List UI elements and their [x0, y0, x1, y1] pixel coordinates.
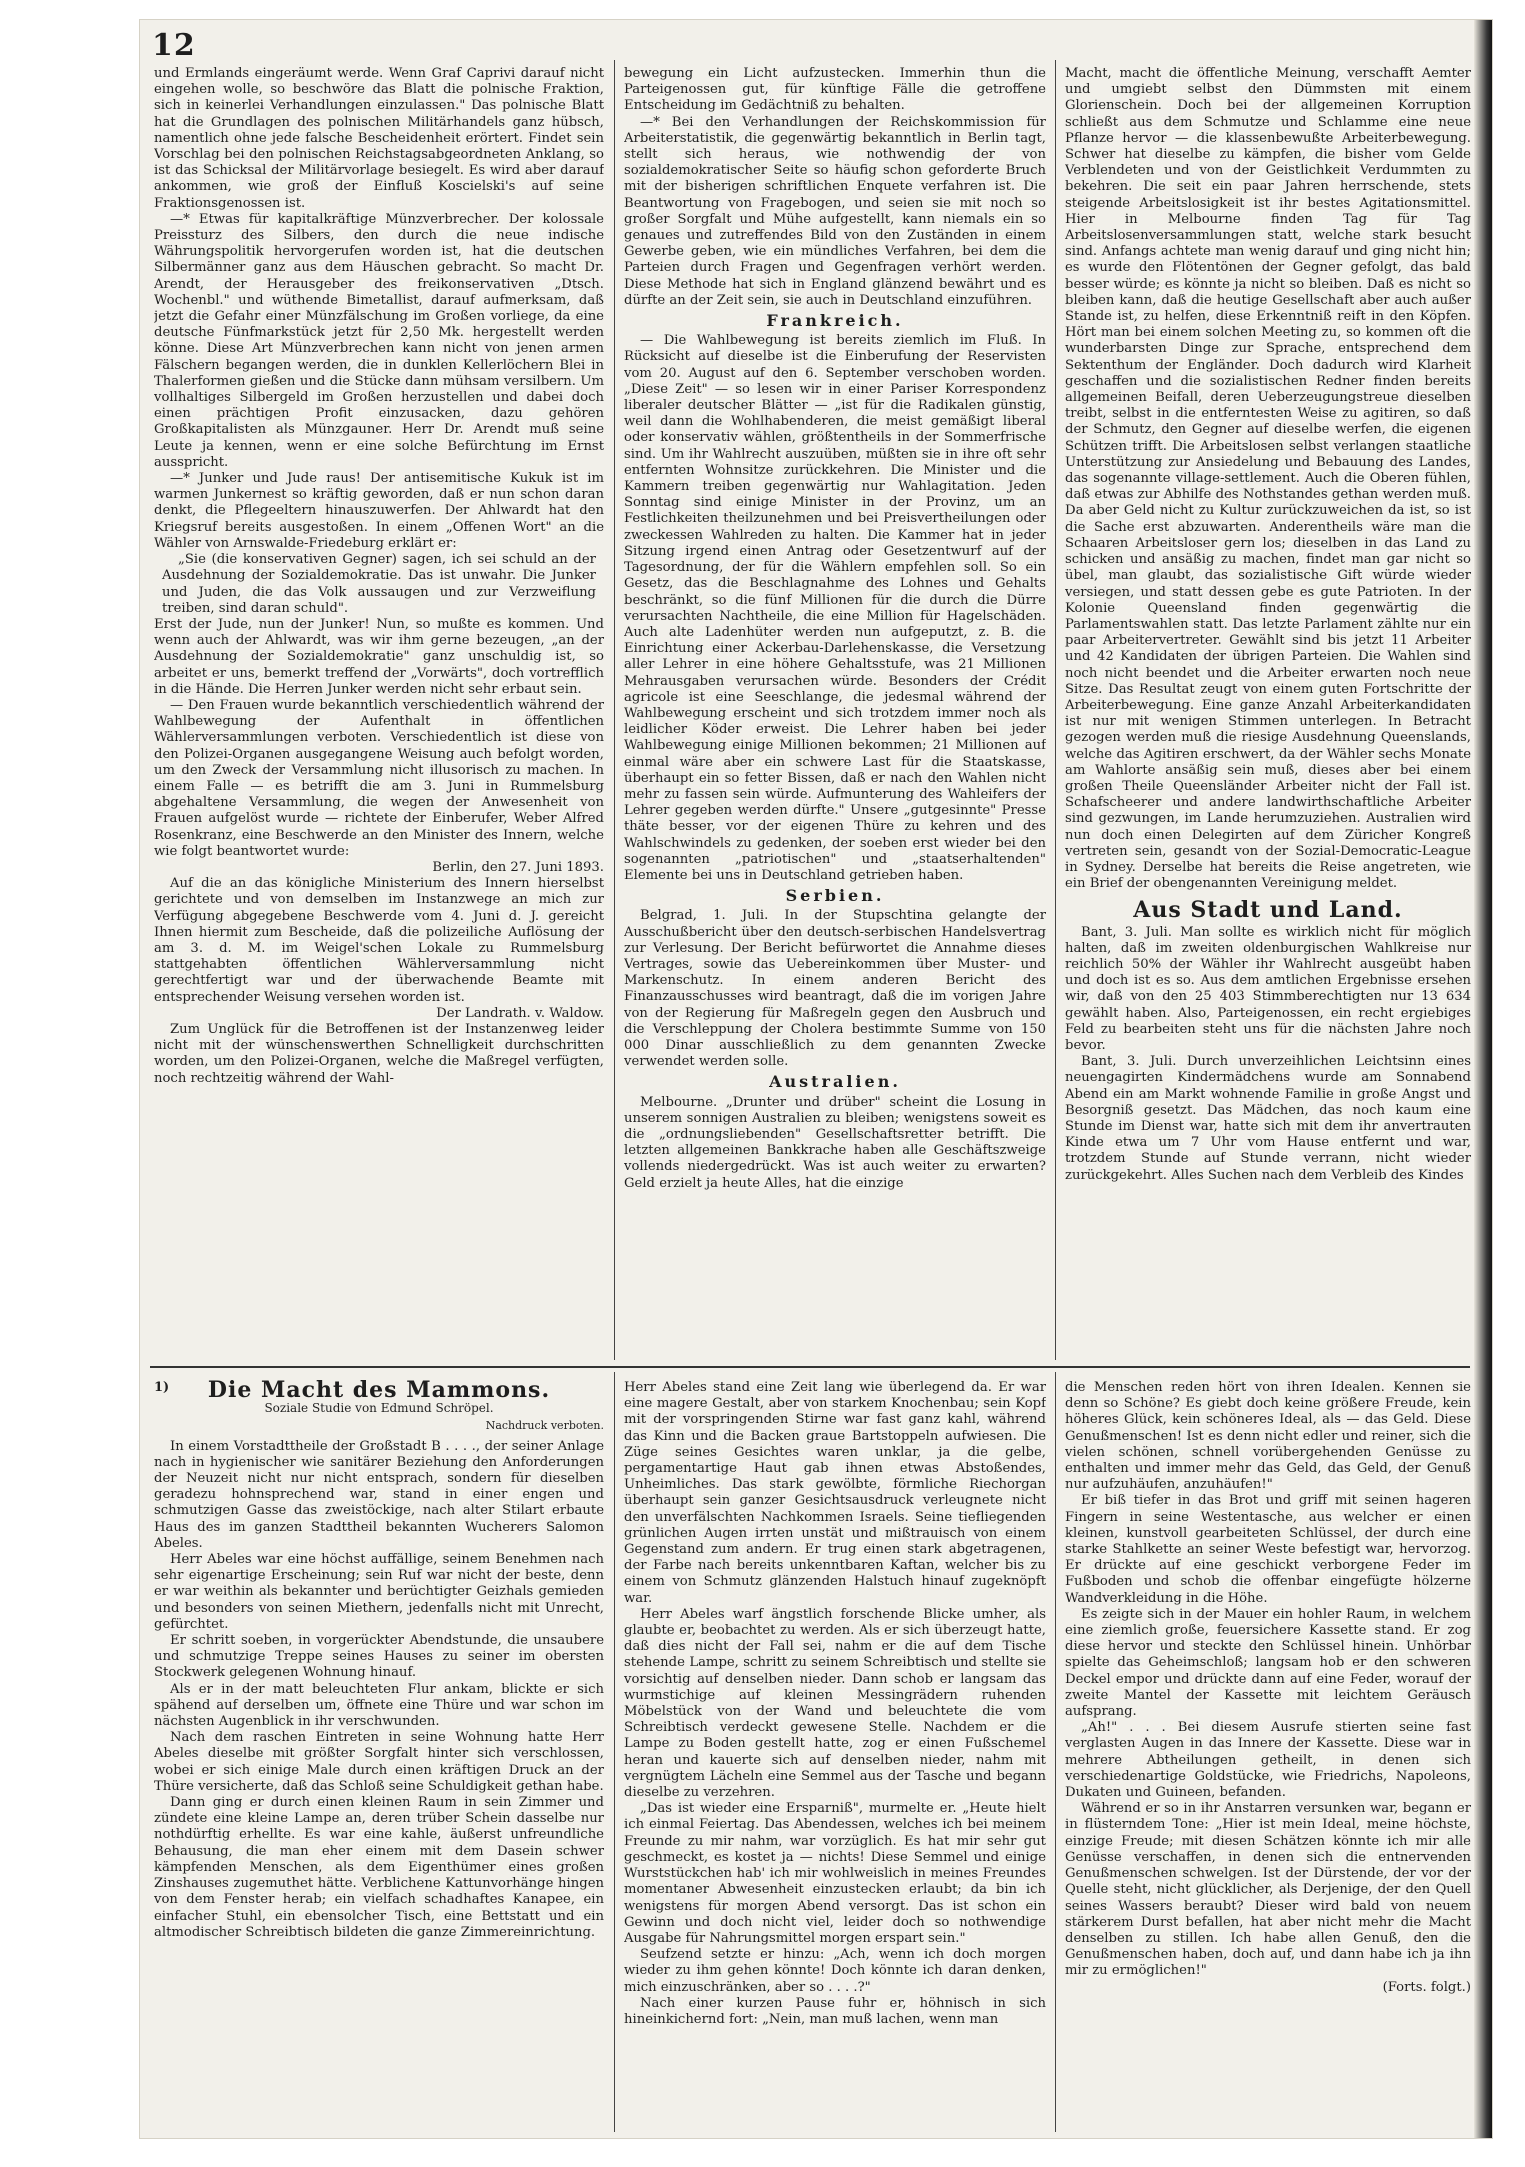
- serial-paragraph: Er schritt soeben, in vorgerückter Abendstunde, die unsaubere und schmutzige Treppe seines Hauses zu seiner im obersten Stockwerk gelegenen Wohnung hinauf.: [154, 1633, 604, 1681]
- serial-paragraph: Während er so in ihr Anstarren versunken war, begann er in flüsterndem Tone: „Hier ist mein Ideal, meine höchste, einzige Freude; mit diesen Schätzen könnte ich mir alle Genüsse verschaffen, in denen sich die entnervenden Genußmenschen schwelgen. Ist der Dürstende, der vor der Quelle steht, nicht glücklicher, als Derjenige, der den Quell seines Wassers beraubt? Dieser wird bald von neuem stärkerem Durst befallen, hat aber nicht mehr die Macht denselben zu stillen. Ich habe allen Genuß, den die Genußmenschen haben, doch auf, und dann habe ich ja ihn mir zu ermöglichen!": [1065, 1801, 1471, 1979]
- heading-aus-stadt-und-land: Aus Stadt und Land.: [1133, 897, 1403, 924]
- serial-paragraph: Herr Abeles war eine höchst auffällige, seinem Benehmen nach sehr eigenartige Erscheinung; sein Ruf war nicht der beste, denn er war weithin als bekannter und berüchtigter Geizhals gemieden und besonders von seinen Miethern, jedenfalls nicht mit Unrecht, gefürchtet.: [154, 1552, 604, 1632]
- page-number: 12: [152, 28, 196, 63]
- column-rule-1: [614, 60, 615, 1360]
- article-bant-kindermaedchen: Bant, 3. Juli. Durch unverzeihlichen Leichtsinn eines neuengagirten Kindermädchens wurde am Sonnabend Abend ein am Markt wohnende Familie in große Angst und Besorgniß gesetzt. Das Mädchen, das noch kaum eine Stunde im Dienst war, hatte sich mit dem ihr anvertrauten Kinde etwa um 7 Uhr vom Hause entfernt und war, trotzdem Stunde auf Stunde verrann, nicht wieder zurückgekehrt. Alles Suchen nach dem Verbleib des Kindes: [1065, 1054, 1471, 1183]
- serial-separator-rule: [150, 1366, 1470, 1368]
- article-arbeiterstatistik: —* Bei den Verhandlungen der Reichskommission für Arbeiterstatistik, die gegenwärtig bekanntlich in Berlin tagt, stellt sich heraus, wie nothwendig der von sozialdemokratischer Seite so häufig schon geforderte Bruch mit der bisherigen schriftlichen Enquete verfahren ist. Die Beantwortung von Fragebogen, und seien sie mit noch so großer Sorgfalt und Mühe aufgestellt, kann niemals ein so genaues und zutreffendes Bild von den Zuständen in einem Gewerbe geben, wie ein mündliches Verfahren, bei dem die Parteien durch Fragen und Gegenfragen verhört werden. Diese Methode hat sich in England glänzend bewährt und es dürfte an der Zeit sein, sie auch in Deutschland einzuführen.: [624, 114, 1046, 308]
- serial-paragraph: Er biß tiefer in das Brot und griff mit seinen hageren Fingern in seine Westentasche, aus welcher er einen kleinen, kunstvoll gearbeiteten Schlüssel, der durch eine starke Stahlkette an seiner Weste befestigt war, hervorzog. Er drückte auf eine geschickt verborgene Feder im Fußboden und schob die offenbar eingefügte hölzerne Wandverkleidung in die Höhe.: [1065, 1493, 1471, 1606]
- page-edge-shadow: [1474, 20, 1492, 2138]
- serial-reprint-notice: Nachdruck verboten.: [485, 1419, 604, 1433]
- serial-paragraph: Nach dem raschen Eintreten in seine Wohnung hatte Herr Abeles dieselbe mit größter Sorgfalt hinter sich verschlossen, wobei er sich einige Male durch einen kräftigen Druck an der Thüre versicherte, daß das Schloß seine Schuldigkeit gethan habe.: [154, 1730, 604, 1794]
- serial-paragraph: Als er in der matt beleuchteten Flur ankam, blickte er sich spähend auf derselben um, öffnete eine Thüre und war schon im nächsten Augenblick in ihr verschwunden.: [154, 1681, 604, 1730]
- serial-continued-note: (Forts. folgt.): [1382, 1979, 1471, 1995]
- serial-paragraph: „Ah!" . . . Bei diesem Ausrufe stierten seine fast verglasten Augen in das Innere der Kassette. Diese war in mehrere Abtheilungen getheilt, in denen sich verschiedenartige Goldstücke, wie Friedrichs, Napoleons, Dukaten und Guineen, befanden.: [1065, 1720, 1471, 1801]
- serial-title: Die Macht des Mammons.: [207, 1380, 551, 1403]
- article-instanzenweg: Zum Unglück für die Betroffenen ist der Instanzenweg leider nicht mit der wünschenswerthen Schnelligkeit durchschritten worden, um den Polizei-Organen, welche die Maßregel verfügten, noch rechtzeitig während der Wahl-: [154, 1021, 604, 1086]
- serial-paragraph: „Das ist wieder eine Ersparniß", murmelte er. „Heute hielt ich einmal Feiertag. Das Abendessen, welches ich bei meinem Freunde zu mir nahm, war vorzüglich. Es hat mir sehr gut geschmeckt, es kostet ja — nichts! Diese Semmel und einige Wurststückchen hab' ich mir wohlweislich in meines Freundes momentaner Abwesenheit einzustecken erlaubt; da bin ich wenigstens für morgen Abend versorgt. Das ist schon ein Gewinn und doch nicht viel, leider doch so nothwendige Ausgabe für Nahrungsmittel morgen erspart sein.": [624, 1801, 1046, 1946]
- article-bant-wahl: Bant, 3. Juli. Man sollte es wirklich nicht für möglich halten, daß im zweiten oldenburgischen Wahlkreise nur reichlich 50% der Wähler ihr Wahlrecht ausgeübt haben und doch ist es so. Aus dem amtlichen Ergebnisse ersehen wir, daß von den 25 403 Stimmberechtigten nur 13 634 gewählt haben. Also, Parteigenossen, ein recht ergiebiges Feld zu bearbeiten steht uns für die nächsten Jahre noch bevor.: [1065, 924, 1471, 1053]
- article-serbien: Belgrad, 1. Juli. In der Stupschtina gelangte der Ausschußbericht über den deutsch-serbischen Handelsvertrag zur Verlesung. Der Bericht befürwortet die Annahme dieses Vertrages, sowie das Uebereinkommen über Muster- und Markenschutz. In einem anderen Bericht des Finanzausschusses wird beantragt, daß die im vorigen Jahre von der Regierung für Maßregeln gegen den Ausbruch und die Verschleppung der Cholera bestimmte Summe von 150 000 Dinar ausschließlich zu dem genannten Zwecke verwendet werden solle.: [624, 908, 1046, 1070]
- serial-subtitle: Soziale Studie von Edmund Schröpel.: [264, 1401, 494, 1416]
- quote-ahlwardt: „Sie (die konservativen Gegner) sagen, ich sei schuld an der Ausdehnung der Sozialdemokratie. Das ist unwahr. Die Junker und Juden, die das Volk aussaugen und zur Verzweiflung treiben, sind daran schuld".: [162, 552, 596, 616]
- serial-column-rule-2: [1055, 1372, 1056, 2132]
- serial-column-3: [1065, 1380, 1471, 2130]
- heading-serbien: Serbien.: [785, 886, 885, 906]
- serial-paragraph: In einem Vorstadttheile der Großstadt B . . . ., der seiner Anlage nach in hygienischer wie sanitärer Beziehung den Anforderungen der Neuzeit nicht nur nicht entsprach, sondern für dieselben geradezu hohnsprechend war, stand in einer engen und schmutzigen Gasse das zweistöckige, nach alter Stilart erbaute Haus des im ganzen Stadttheil bekannten Wucherers Salomon Abeles.: [154, 1438, 604, 1551]
- serial-paragraph: Seufzend setzte er hinzu: „Ach, wenn ich doch morgen wieder zu ihm gehen könnte! Doch könnte ich daran denken, mich einzuschränken, aber so . . . .?": [624, 1947, 1046, 1995]
- column-3: [1065, 66, 1471, 1362]
- newspaper-page: [140, 20, 1492, 2138]
- article-wahlbewegung-cont: bewegung ein Licht aufzustecken. Immerhin thun die Parteigenossen gut, für künftige Fälle die getroffene Entscheidung im Gedächtniß zu behalten.: [624, 66, 1046, 114]
- serial-paragraph: Herr Abeles warf ängstlich forschende Blicke umher, als glaubte er, beobachtet zu werden. Als er sich überzeugt hatte, daß dies nicht der Fall sei, nahm er die auf dem Tische stehende Lampe, schritt zu seinem Schreibtisch und stellte sie vorsichtig auf denselben nieder. Dann schob er langsam das wurmstichige auf kleinen Messingrädern ruhenden Möbelstück von der Wand und beleuchtete die vom Schreibtisch verdeckt gewesene Stelle. Nachdem er die Lampe zu Boden gestellt hatte, zog er einen Fußschemel heran und kauerte sich auf denselben nieder, nahm mit vergnügtem Lächeln eine Semmel aus der Tasche und begann dieselbe zu verzehren.: [624, 1606, 1046, 1801]
- serial-paragraph: Es zeigte sich in der Mauer ein hohler Raum, in welchem eine ziemlich große, feuersichere Kassette stand. Er zog diese hervor und steckte den Schlüssel hinein. Unhörbar spielte das Geheimschloß; langsam hob er den schweren Deckel empor und drückte dann auf eine Feder, worauf der zweite Mantel der Kassette mit leichtem Geräusch aufsprang.: [1065, 1606, 1471, 1720]
- article-junker-jude: —* Junker und Jude raus! Der antisemitische Kukuk ist im warmen Junkernest so kräftig geworden, daß er nun schon daran denkt, die Pflegeeltern hinauszuwerfen. Der Ahlwardt hat den Kriegsruf bereits ausgestoßen. In einem „Offenen Wort" an die Wähler von Arnswalde-Friedeburg erklärt er:: [154, 471, 604, 551]
- article-australien-cont: Macht, macht die öffentliche Meinung, verschafft Aemter und umgiebt selbst den Dümmsten mit einem Glorienschein. Doch bei der allgemeinen Korruption schließt aus dem Schmutze und Schlamme eine neue Pflanze hervor — die klassenbewußte Arbeiterbewegung. Schwer hat dieselbe zu kämpfen, die bisher vom Gelde Verblendeten und von der Geistlichkeit Verdummten zu bekehren. Die seit ein paar Jahren herrschende, stets steigende Arbeitslosigkeit ist ihr bestes Agitationsmittel. Hier in Melbourne finden Tag für Tag Arbeitslosenversammlungen statt, welche stark besucht sind. Anfangs achtete man wenig darauf und ging nicht hin; es wurde den Flötentönen der Gegner gefolgt, das bald besser würde; es könnte ja nicht so bleiben. Daß es nicht so bleiben kann, daß die heutige Gesellschaft aber auch außer Stande ist, zu helfen, diese Erkenntniß reift in den Köpfen. Hört man bei einem solchen Meeting zu, so kommen oft die wunderbarsten Dinge zur Sprache, entsprechend dem Sektenthum der Engländer. Doch dadurch wird Klarheit geschaffen und die sozialistischen Redner finden bereits allgemeinen Beifall, deren Ueberzeugungstreue dieselben treibt, selbst in die entferntesten Weise zu agitiren, so daß der Schmutz, den Gegner auf dieselbe werfen, die eigenen Schützen trifft. Die Arbeitslosen selbst verlangen staatliche Unterstützung zur Ansiedelung und Bebauung des Landes, das sogenannte village-settlement. Auch die Oberen fühlen, daß etwas zur Abhilfe des Nothstandes gethan werden muß. Da aber Geld nicht zu Kultur zurückzuweichen da ist, so ist die Sache erst abzuwarten. Anderentheils wäre man die Schaaren Arbeitsloser gern los; dieselben in das Land zu schicken und ansäßig zu machen, findet man gar nicht so übel, man glaubt, das sozialistische Gift würde wieder versiegen, und statt dessen gebe es gute Patrioten. In der Kolonie Queensland finden gegenwärtig die Parlamentswahlen statt. Das letzte Parlament zählte nur ein paar Arbeitervertreter. Gewählt sind bis jetzt 11 Arbeiter und 42 Kandidaten der übrigen Parteien. Die Wahlen sind noch nicht beendet und die Arbeiter erwarten noch neue Sitze. Das Resultat zeugt von einem guten Fortschritte der Arbeiterbewegung. Eine ganze Anzahl Arbeiterkandidaten ist nur mit wenigen Stimmen unterlegen. In Betracht gezogen werden muß die riesige Ausdehnung Queenslands, welche das Agitiren erschwert, da der Wähler sechs Monate am Wahlorte ansäßig sein muß, dieses aber bei einem großen Theile Queensländer Arbeiter nicht der Fall ist. Schafscheerer und andere landwirthschaftliche Arbeiter sind gezwungen, im Lande herumzuziehen. Australien wird nun doch einen Delegirten auf dem Züricher Kongreß vertreten sein, gesandt von der Sozial-Democratic-League in Sydney. Derselbe hat bereits die Reise angetreten, wie ein Brief der obengenannten Vereinigung meldet.: [1065, 66, 1471, 892]
- serial-number: 1): [154, 1380, 170, 1395]
- serial-paragraph: Nach einer kurzen Pause fuhr er, höhnisch in sich hineinkichernd fort: „Nein, man muß lachen, wenn man: [624, 1995, 1046, 2027]
- column-1: [154, 66, 604, 1362]
- heading-australien: Australien.: [769, 1072, 901, 1092]
- serial-paragraph: Dann ging er durch einen kleinen Raum in sein Zimmer und zündete eine kleine Lampe an, deren trüber Schein dasselbe nur nothdürftig erhellte. Es war eine kahle, äußerst unfreundliche Behausung, die man eher einem mit dem Dasein schwer kämpfenden Menschen, als dem Eigenthümer eines großen Zinshauses zugemuthet hätte. Verblichene Kattunvorhänge hingen von dem Fenster herab; ein vielfach schadhaftes Kanapee, ein einfacher Stuhl, ein ebensolcher Tisch, eine Bettstatt und ein altmodischer Schreibtisch bildeten die ganze Zimmereinrichtung.: [154, 1795, 604, 1940]
- article-frankreich: — Die Wahlbewegung ist bereits ziemlich im Fluß. In Rücksicht auf dieselbe ist die Einberufung der Reservisten vom 20. August auf den 6. September verschoben worden. „Diese Zeit" — so lesen wir in einer Pariser Korrespondenz liberaler deutscher Blätter — „ist für die Radikalen günstig, weil dann die Wohlhabenderen, die meist gemäßigt liberal oder konservativ wählen, größtentheils in der Sommerfrische sind. Um ihr Wahlrecht auszuüben, müßten sie in ihre oft sehr entfernten Wohnsitze zurückkehren. Die Minister und die Kammern treiben gegenwärtig nur Wahlagitation. Jeden Sonntag sind einige Minister in der Provinz, um an Festlichkeiten theilzunehmen und bei Preisvertheilungen oder zweckessen Wahlreden zu halten. Die Kammer hat in jeder Sitzung irgend einen Antrag oder Gesetzentwurf auf der Tagesordnung, der für die Wählern empfehlen soll. So ein Gesetz, das die Beschlagnahme des Lohnes und Gehalts beschränkt, so die fünf Millionen für die durch die Dürre verursachten Nachtheile, die eine Million für Hagelschäden. Auch alte Ladenhüter werden nun aufgeputzt, z. B. die Einrichtung einer Ackerbau-Darlehenskasse, die Versetzung aller Lehrer in eine höhere Gehaltsstufe, was 21 Millionen Mehrausgaben verursachen würde. Besonders der Crédit agricole ist eine Seeschlange, die jedesmal während der Wahlbewegung erscheint und sich trotzdem immer noch als leidlicher Köder erweist. Die Lehrer haben bei jeder Wahlbewegung einige Millionen bekommen; 21 Millionen auf einmal wäre aber ein schwere Last für die Staatskasse, überhaupt ein so fetter Bissen, daß er nach den Wahlen nicht mehr zu fassen sein würde. Aufmunterung des Wahleifers der Lehrer gegeben werden dürfte." Unsere „gutgesinnte" Presse thäte besser, vor der eigenen Thüre zu kehren und des Wahlschwindels zu gedenken, der soeben erst wieder bei den sogenannten „patriotischen" und „staatserhaltenden" Elemente bei uns in Deutschland getrieben haben.: [624, 333, 1046, 883]
- heading-frankreich: Frankreich.: [766, 311, 904, 331]
- letter-body: Auf die an das königliche Ministerium des Innern hierselbst gerichtete und von demselben im Instanzwege an mich zur Verfügung abgegebene Beschwerde vom 4. Juni d. J. gereicht Ihnen hiermit zum Bescheide, daß die polizeiliche Auflösung der am 3. d. M. im Weigel'schen Lokale zu Rummelsburg stattgehabten öffentlichen Wählerversammlung nicht gerechtfertigt war und der überwachende Beamte mit entsprechender Weisung versehen worden ist.: [154, 876, 604, 1005]
- column-2: [624, 66, 1046, 1362]
- column-rule-2: [1055, 60, 1056, 1360]
- serial-paragraph: die Menschen reden hört von ihren Idealen. Kennen sie denn so Schöne? Es giebt doch keine größere Freude, kein höheres Glück, kein schöneres Ideal, als — das Geld. Diese Genußmenschen! Ist es denn nicht edler und reiner, sich die vielen schönen, schnell vorübergehenden Genüsse zu enthalten und immer mehr das Geld, das Geld, der Genuß nur aufzuhäufen, anzuhäufen!": [1065, 1380, 1471, 1493]
- serial-column-2: [624, 1380, 1046, 2130]
- serial-column-rule-1: [614, 1372, 615, 2132]
- article-frauen: — Den Frauen wurde bekanntlich verschiedentlich während der Wahlbewegung der Aufenthalt in öffentlichen Wählerversammlungen verboten. Verschiedentlich ist diese von den Polizei-Organen ausgegangene Weisung auch befolgt worden, um den Zweck der Versammlung nicht illusorisch zu machen. In einem Falle — es betrifft die am 3. Juni in Rummelsburg abgehaltene Versammlung, die wegen der Anwesenheit von Frauen aufgelöst wurde — richtete der Einberufer, Weber Alfred Rosenkranz, eine Beschwerde an den Minister des Innern, welche wie folgt beantwortet wurde:: [154, 697, 604, 859]
- article-muenzverbrecher: —* Etwas für kapitalkräftige Münzverbrecher. Der kolossale Preissturz des Silbers, den durch die neue indische Währungspolitik hervorgerufen worden ist, hat die deutschen Silbermänner ganz aus dem Häuschen gebracht. So macht Dr. Arendt, der Herausgeber des freikonservativen „Dtsch. Wochenbl." und wüthende Bimetallist, darauf aufmerksam, daß jetzt die Gefahr einer Münzfälschung im Großen vorliege, da eine deutsche Fünfmarkstück jetzt für 2,50 Mk. hergestellt werden könne. Diese Art Münzverbrechen kann nicht von jenen armen Fälschern begangen werden, die in dunklen Kellerlöchern Blei in Thalerformen gießen und die Stücke dann mühsam versilbern. Um vollhaltiges Silbergeld im Großen herzustellen und dabei doch einen prächtigen Profit einzusacken, dazu gehören Großkapitalisten als Münzgauner. Herr Dr. Arendt muß seine Leute ja kennen, wenn er eine solche Befürchtung im Ernst ausspricht.: [154, 211, 604, 470]
- article-junker-comment: Erst der Jude, nun der Junker! Nun, so mußte es kommen. Und wenn auch der Ahlwardt, was wir ihm gerne bezeugen, „an der Ausdehnung der Sozialdemokratie" ganz unschuldig ist, so arbeitet er uns, bemerkt treffend der „Vorwärts", doch vortrefflich in die Hände. Die Herren Junker werden nicht sehr erbaut sein.: [154, 616, 604, 697]
- serial-column-1: [154, 1380, 604, 2130]
- letter-signature: Der Landrath. v. Waldow.: [436, 1005, 604, 1021]
- serial-paragraph: Herr Abeles stand eine Zeit lang wie überlegend da. Er war eine magere Gestalt, aber von starkem Knochenbau; sein Kopf mit der vorspringenden Stirne war fast ganz kahl, während das Kinn und die Backen graue Bartstoppeln aufwiesen. Die Züge seines Gesichtes waren unklar, ja die gelbe, pergamentartige Haut gab ihnen etwas Abstoßendes, Unheimliches. Das stark gewölbte, förmliche Riechorgan überhaupt sein ganzer Gesichtsausdruck verleugnete nicht den unverfälschten Nachkommen Israels. Seine tiefliegenden grünlichen Augen irrten unstät und mißtrauisch von einem Gegenstand zum andern. Er trug einen stark abgetragenen, der Farbe nach bereits unkenntbaren Kaftan, welcher bis zu einem von Schmutz glänzenden Halstuch hinauf zugeknöpft war.: [624, 1380, 1046, 1606]
- letter-dateline: Berlin, den 27. Juni 1893.: [432, 859, 604, 875]
- article-polish-fraction: und Ermlands eingeräumt werde. Wenn Graf Caprivi darauf nicht eingehen wolle, so beschwöre das Blatt die polnische Fraktion, sich in keinerlei Verhandlungen einzulassen." Das polnische Blatt hat die Grundlagen des polnischen Militärhandels ganz hübsch, namentlich ohne jede falsche Bescheidenheit erörtert. Findet sein Vorschlag bei den polnischen Reichstagsabgeordneten Anklang, so ist das Schicksal der Militärvorlage besiegelt. Es wird aber darauf ankommen, wie groß der Einfluß Koscielski's auf seine Fraktionsgenossen ist.: [154, 66, 604, 211]
- article-australien: Melbourne. „Drunter und drüber" scheint die Losung in unserem sonnigen Australien zu bleiben; wenigstens soweit es die „ordnungsliebenden" Gesellschaftsretter betrifft. Die letzten allgemeinen Bankkrache haben alle Geschäftszweige vollends niedergedrückt. Was ist auch weiter zu erwarten? Geld erzielt ja heute Alles, hat die einzige: [624, 1094, 1046, 1191]
